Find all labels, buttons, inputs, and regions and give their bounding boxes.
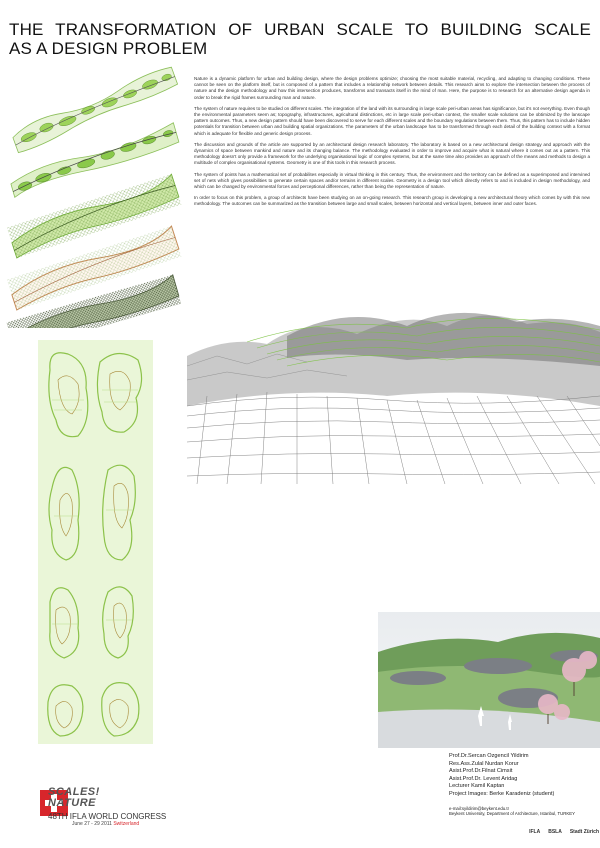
contact-email[interactable]: e-mail:syildirim@beykent.edu.tr	[449, 806, 510, 811]
contact-info	[449, 806, 599, 817]
urban-strip-diagrams	[2, 66, 186, 328]
scales-nature-logo	[40, 786, 180, 836]
credit-2: Res.Ass.Zulal Nurdan Korur	[449, 760, 519, 767]
landscape-render	[378, 612, 600, 748]
logo-dates-text: June 27 - 29 2011 Switzerland	[72, 821, 140, 827]
title-line-2: AS A DESIGN PROBLEM	[9, 39, 208, 58]
paragraph-4: The system of points has a mathematical set of probabilites especially in virtual thinking in this century. Thus, the environment and the territory can be defined as a superimposed and intervined set of nets which gives possibilities to generate certain spaces and/or terrains in different scales. Geometry is a design tool which directly refers to and is included in design methodology, and which can be changed by environmental forces and perceptional differences, rather than being the representation of nature.	[194, 171, 590, 190]
paragraph-3: The discussion and grounds of the article are supported by an architectural design research laboratory. The laboratory is based on a new architectural design strategy and approach with the dynamics of space between mankind and nature and its changing balance. The methodology evaluated in order to improve and acquire what is natural where it comes out as a pattern. This methodology doesn't only provide a framework for the underlying organisational logic of complex systems, but at the same time also provides an approach of the means and methods to design a multitude of complex organisational systems. Geometry is one of this tools in this research process.	[194, 141, 590, 166]
credit-5: Lecturer Kamil Kaptan	[449, 783, 505, 790]
stadt-zurich-logo: Stadt Zürich	[569, 829, 599, 835]
sponsor-logos	[449, 829, 599, 835]
plan-drawings-panel	[38, 340, 153, 744]
credit-4: Asist.Prof.Dr. Levent Aridag	[449, 775, 518, 782]
credit-6: Project Images: Berke Karadeniz (student)	[449, 790, 555, 797]
body-text	[194, 76, 590, 213]
poster-title	[9, 20, 591, 58]
wireframe-terrain-render	[187, 296, 600, 484]
logo-scales-text: SCALES!	[48, 786, 100, 798]
credit-3: Asist.Prof.Dr.Filnat Cimsit	[449, 768, 513, 775]
credit-1: Prof.Dr.Sercan Ozgencil Yildirim	[449, 753, 529, 759]
logo-congress-text: 48TH IFLA WORLD CONGRESS	[48, 812, 167, 821]
credits-list	[449, 753, 599, 799]
logo-nature-text: NATURE	[48, 797, 97, 809]
bsla-logo: BSLA	[548, 829, 562, 835]
paragraph-5: In order to focus on this problem, a group of architects have been studying on an on-going research. This research group is developing a new architectural theory which comes by with this new methodology. The outcomes can be summarized as the transition between large and small scales, between horizontal and vertical layers, between inner and outer faces.	[194, 195, 590, 207]
title-line-1: THE TRANSFORMATION OF URBAN SCALE TO BUILDING SCALE	[9, 20, 591, 39]
contact-affiliation: Beykent University, Department of Architecture, Istanbul, TURKEY	[449, 811, 575, 817]
ifla-logo: IFLA	[529, 829, 541, 835]
paragraph-1: Nature is a dynamic platform for urban and building design, where the design problems optimize; choosing the most suitable material, recycling, and adapting to changing conditions. These cannot be seen on the platform itself, but is composed of a pattern that includes a relationship network between details. This research aims to explore the intersection between the process of nature and the design methodology and how this intersection produces, transforms and transacts itself in the mind of man. Here, the purpose is to research for an alternative design agenda in order to break the rigid frames surrounding man and nature.	[194, 76, 590, 100]
paragraph-2: The system of nature requires to be studied on different scales. The integration of the land with its surrounding in large scale peri-urban areas has significance, but it's not everything. Even though the environmental parameters seem as; topography, infrastructures, agricultural distinctions, etc in large scale peri-urban context, the smaller scale solutions can be obtimized by the lanscape pattern outcomes. Thus, a new design pattern should have been discovered to serve for each different scales and the boundary regulations between them. Thus, this pattern has to include hidden potentials for transition between urban and building spatial organizations. The parameters of the urban landscape has to be transformed through each detail of the building context with a format which is adequate for flexible and generic design process.	[194, 105, 590, 136]
